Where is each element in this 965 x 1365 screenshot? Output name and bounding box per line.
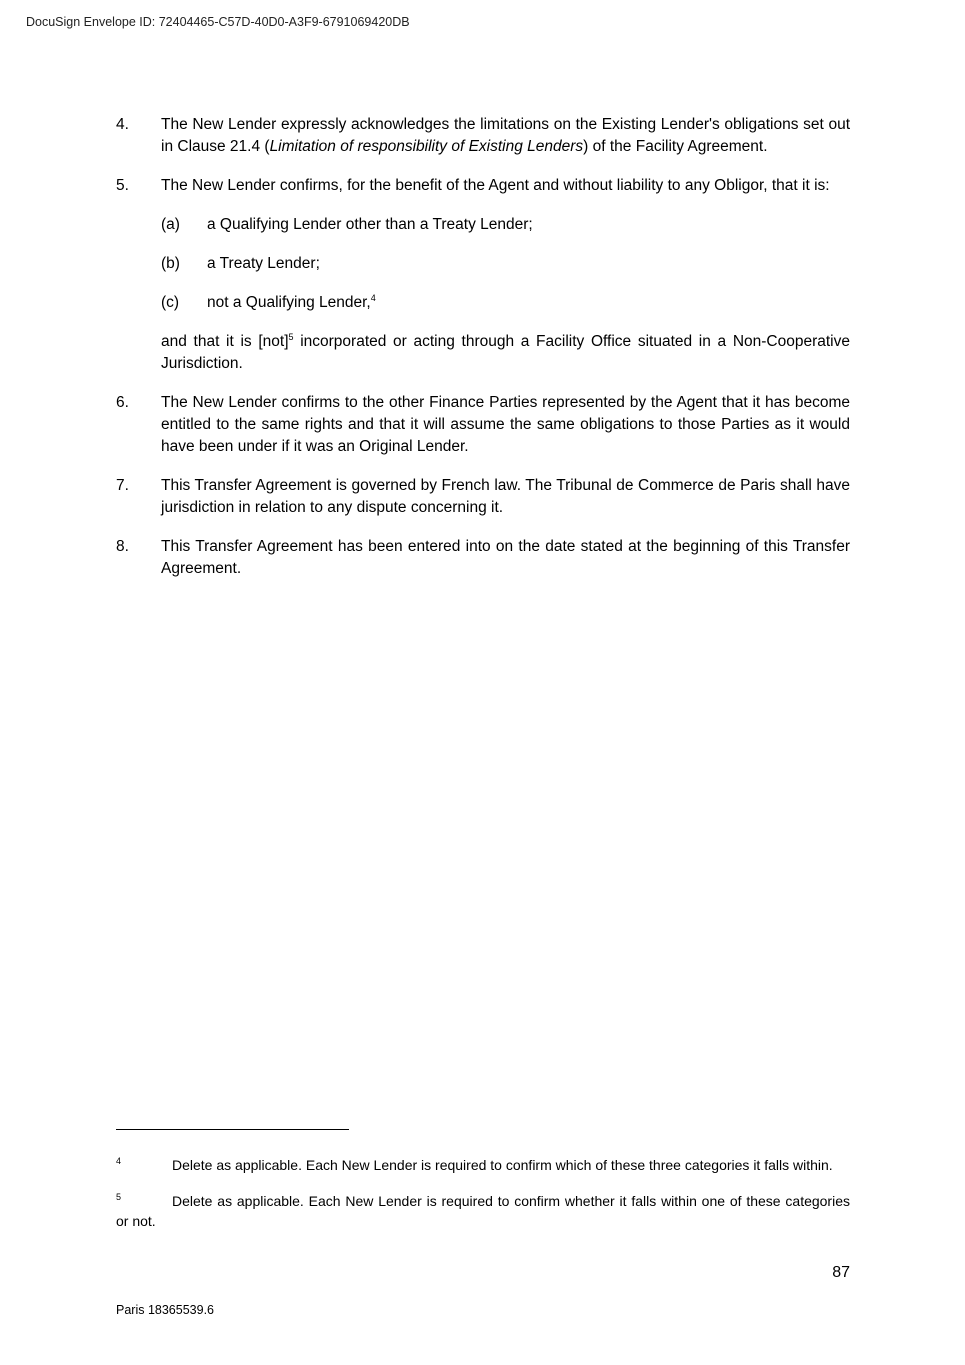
clause-text: The New Lender confirms, for the benefit of the Agent and without liability to any Obligor, that it is: bbox=[161, 177, 830, 194]
clause-number: 8. bbox=[116, 538, 129, 555]
clause-5-continuation bbox=[161, 331, 850, 375]
sub-item-a bbox=[161, 214, 850, 236]
sub-item-text: a Treaty Lender; bbox=[207, 255, 320, 272]
clause-text: This Transfer Agreement has been entered into on the date stated at the beginning of this Transfer Agreement. bbox=[161, 538, 850, 577]
continuation-text-part: incorporated or acting through a Facility Office situated in a Non-Cooperative Jurisdiction. bbox=[161, 333, 850, 372]
clause-text-part: The New Lender expressly acknowledges the limitations on the Existing Lender's obligations set out in Clause 21.4 ( bbox=[161, 116, 850, 155]
footnote-text: Delete as applicable. Each New Lender is required to confirm whether it falls within one of these categories or not. bbox=[116, 1193, 850, 1229]
sub-item-text bbox=[207, 292, 376, 314]
clause-text: This Transfer Agreement is governed by French law. The Tribunal de Commerce de Paris shall have jurisdiction in relation to any dispute concerning it. bbox=[161, 477, 850, 516]
clause-text bbox=[161, 114, 850, 158]
clause-number: 7. bbox=[116, 477, 129, 494]
clause-7 bbox=[116, 475, 850, 519]
sub-item-b bbox=[161, 253, 850, 275]
continuation-text-part: and that it is [not] bbox=[161, 333, 289, 350]
docusign-envelope-id: DocuSign Envelope ID: 72404465-C57D-40D0-A3F9-6791069420DB bbox=[26, 15, 410, 29]
sub-item-text-part: not a Qualifying Lender, bbox=[207, 294, 371, 311]
sub-item-text: a Qualifying Lender other than a Treaty Lender; bbox=[207, 216, 533, 233]
clause-4 bbox=[116, 114, 850, 158]
footnote-text: Delete as applicable. Each New Lender is required to confirm which of these three categories it falls within. bbox=[172, 1157, 833, 1173]
clause-number: 6. bbox=[116, 394, 129, 411]
clause-5 bbox=[116, 175, 850, 197]
clause-text-part: ) of the Facility Agreement. bbox=[583, 138, 768, 155]
sub-item-label: (c) bbox=[161, 294, 180, 311]
footnote: 5 Delete as applicable. Each New Lender is required to confirm whether it falls within one of these categories or not. bbox=[116, 1192, 850, 1229]
document-body bbox=[116, 114, 850, 597]
footnote-ref: 5 bbox=[288, 331, 294, 342]
clause-text: The New Lender confirms to the other Finance Parties represented by the Agent that it has become entitled to the same rights and that it will assume the same obligations to those Parties as it would have been under if it was an Original Lender. bbox=[161, 394, 850, 455]
footnote-ref: 4 bbox=[370, 292, 376, 303]
clause-title-italic: Limitation of responsibility of Existing Lenders bbox=[269, 138, 584, 155]
clause-number: 5. bbox=[116, 177, 129, 194]
document-reference: Paris 18365539.6 bbox=[116, 1303, 214, 1317]
footnotes bbox=[116, 1155, 850, 1247]
footnote-separator bbox=[116, 1129, 349, 1130]
clause-8 bbox=[116, 536, 850, 580]
clause-6 bbox=[116, 392, 850, 458]
footnote: 4 Delete as applicable. Each New Lender is required to confirm which of these three categories it falls within. bbox=[116, 1156, 833, 1173]
clause-number: 4. bbox=[116, 116, 129, 133]
page-number: 87 bbox=[832, 1264, 850, 1281]
sub-item-label: (b) bbox=[161, 255, 180, 272]
sub-item-label: (a) bbox=[161, 216, 180, 233]
sub-item-c bbox=[161, 292, 850, 314]
